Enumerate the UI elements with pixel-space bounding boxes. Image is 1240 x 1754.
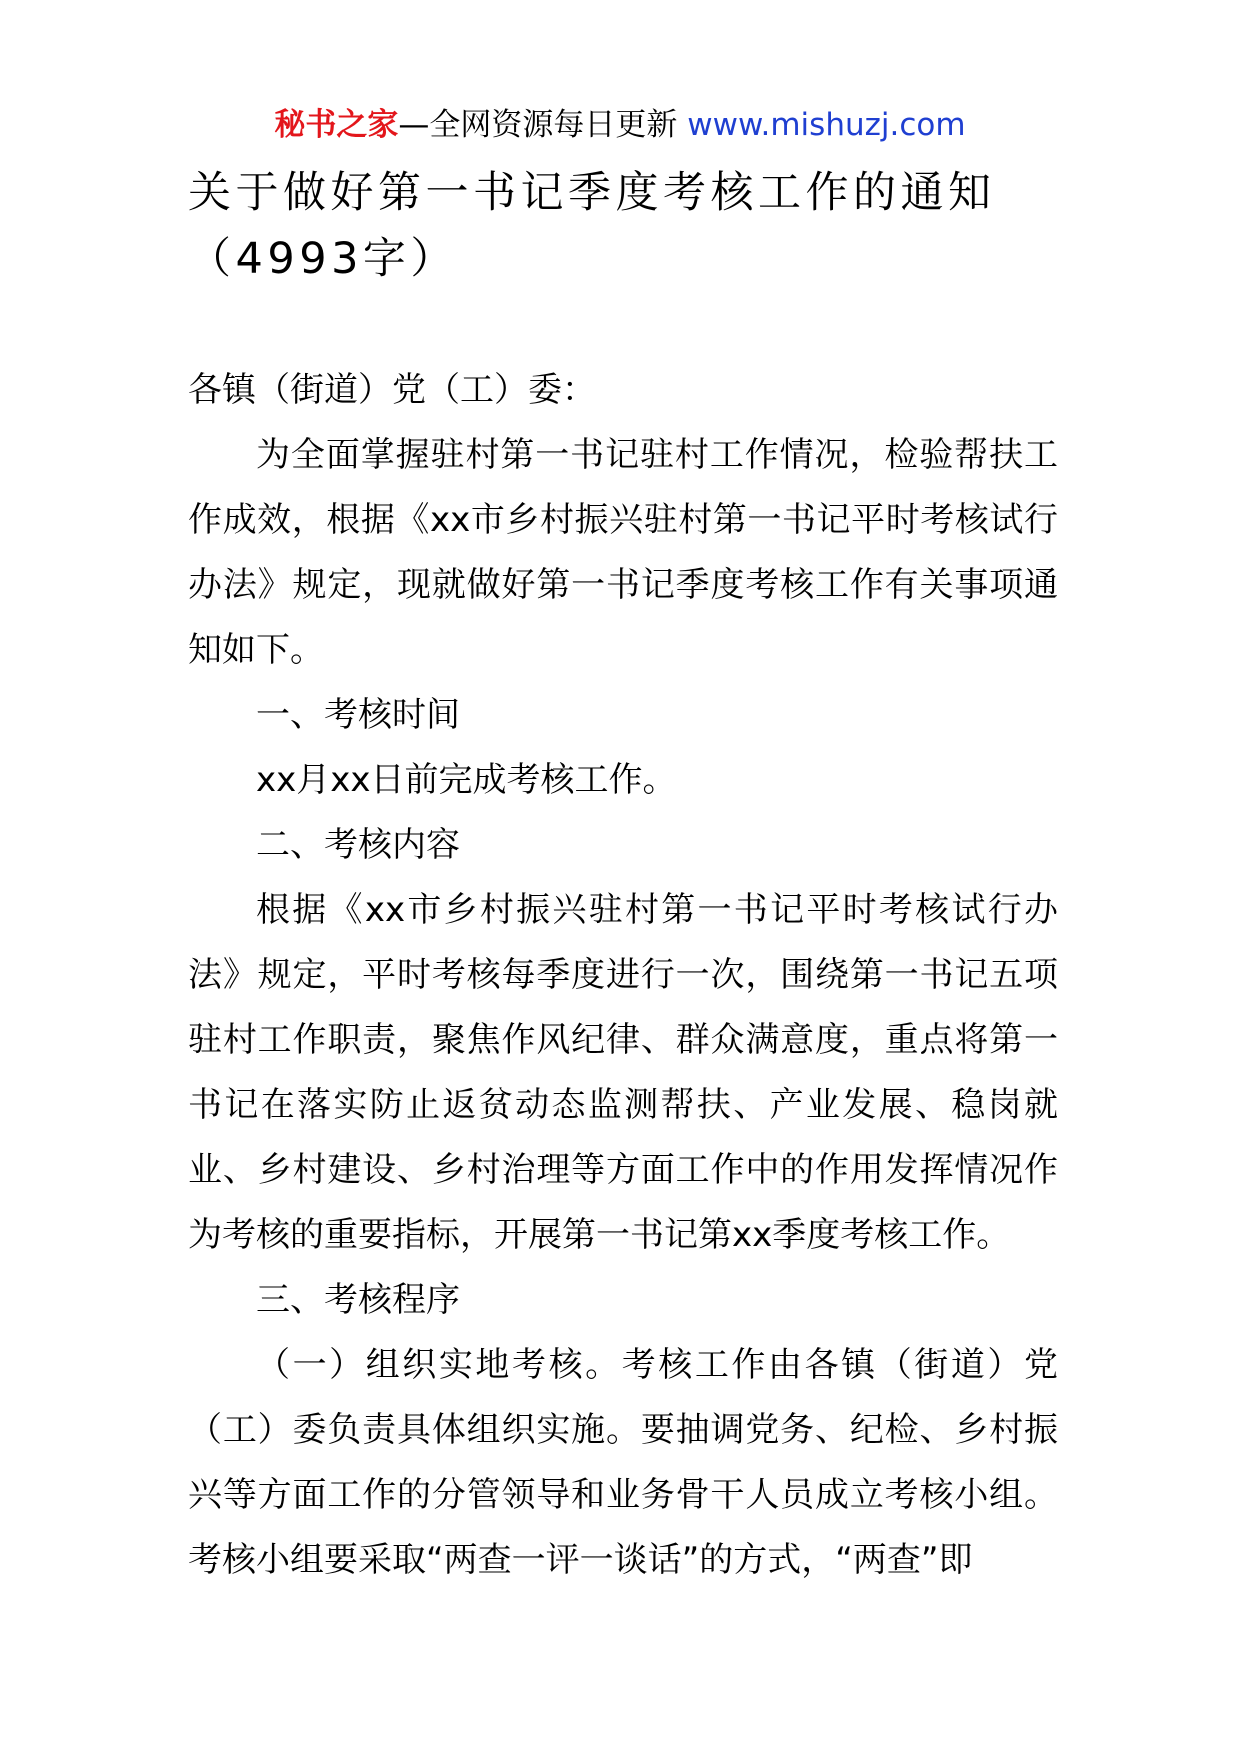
document-body <box>188 358 1058 1593</box>
header-tagline: —全网资源每日更新 <box>398 107 678 143</box>
salutation: 各镇（街道）党（工）委： <box>188 370 596 410</box>
title-line-2: （4993字） <box>188 234 458 284</box>
document-title <box>188 160 1068 292</box>
section-3-text: （一）组织实地考核。考核工作由各镇（街道）党（工）委负责具体组织实施。要抽调党务、纪检、乡村振兴等方面工作的分管领导和业务骨干人员成立考核小组。考核小组要采取“两查一评一谈话”的方式，“两查”即 <box>188 1345 1058 1580</box>
section-2-text: 根据《xx市乡村振兴驻村第一书记平时考核试行办法》规定，平时考核每季度进行一次，围绕第一书记五项驻村工作职责，聚焦作风纪律、群众满意度，重点将第一书记在落实防止返贫动态监测帮扶、产业发展、稳岗就业、乡村建设、乡村治理等方面工作中的作用发挥情况作为考核的重要指标，开展第一书记第xx季度考核工作。 <box>188 890 1058 1255</box>
section-1-text: xx月xx日前完成考核工作。 <box>256 760 677 800</box>
title-line-1: 关于做好第一书记季度考核工作的通知 <box>188 168 996 218</box>
site-header <box>0 100 1240 150</box>
section-2-heading: 二、考核内容 <box>256 825 460 865</box>
brand-name: 秘书之家 <box>274 107 399 143</box>
section-3-heading: 三、考核程序 <box>256 1280 460 1320</box>
section-1-heading: 一、考核时间 <box>256 695 460 735</box>
intro-paragraph: 为全面掌握驻村第一书记驻村工作情况，检验帮扶工作成效，根据《xx市乡村振兴驻村第一书记平时考核试行办法》规定，现就做好第一书记季度考核工作有关事项通知如下。 <box>188 435 1058 670</box>
site-url-link[interactable]: www.mishuzj.com <box>687 107 966 143</box>
